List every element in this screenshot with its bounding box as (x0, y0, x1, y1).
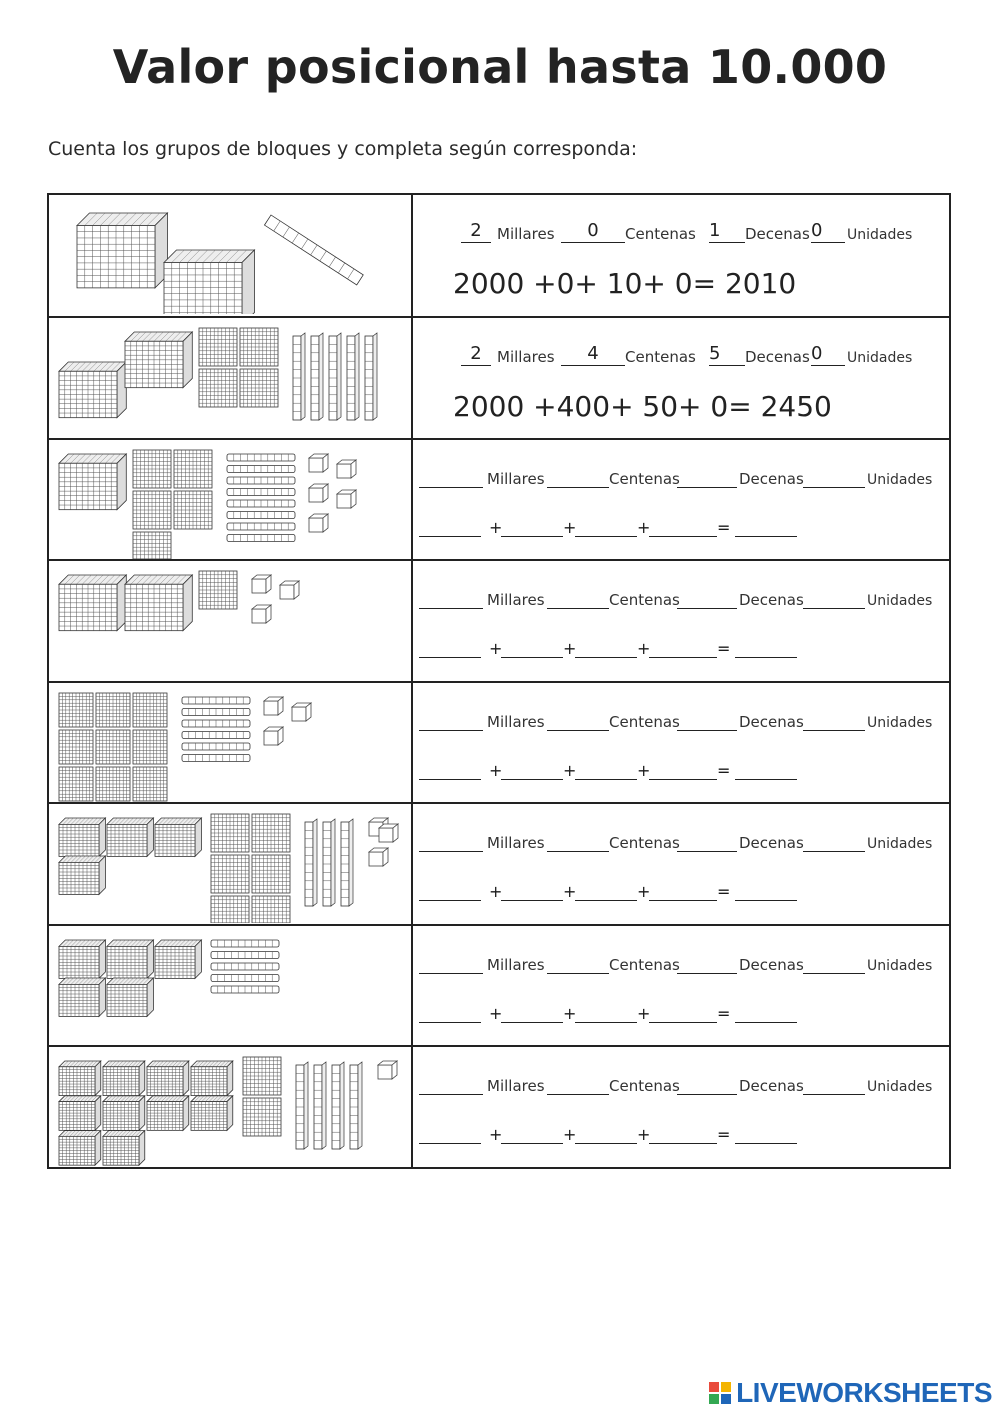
hundred-flat (199, 369, 237, 407)
ten-rod (347, 333, 359, 420)
exercise-row (49, 1045, 949, 1167)
exercise-row (49, 924, 949, 1046)
hundreds-term-field[interactable] (501, 1000, 563, 1023)
hundred-flat (59, 730, 93, 764)
centenas-answer-field[interactable]: 0 (561, 220, 625, 243)
thousands-term-field[interactable] (419, 1121, 481, 1144)
centenas-answer-field[interactable] (547, 465, 609, 488)
millares-label: Millares (487, 955, 545, 974)
one-cube (337, 490, 356, 508)
hundred-flat (174, 491, 212, 529)
one-cube (252, 605, 271, 623)
ones-term-field[interactable] (649, 514, 717, 537)
thousand-cube (59, 575, 126, 631)
equation-line (417, 512, 945, 538)
answers-cell (413, 804, 949, 924)
tens-term-field[interactable] (575, 514, 637, 537)
hundred-flat (133, 767, 167, 801)
millares-label: Millares (487, 469, 545, 488)
centenas-label: Centenas (609, 591, 680, 609)
plus-sign: + (637, 517, 651, 537)
ten-rod (227, 534, 295, 541)
centenas-label: Centenas (625, 348, 696, 366)
equation-line (417, 998, 945, 1024)
thousand-cube (59, 1131, 101, 1166)
total-field[interactable] (735, 878, 797, 901)
place-value-line (417, 464, 945, 490)
place-value-line (417, 828, 945, 854)
base-ten-blocks (49, 1047, 413, 1166)
answers-cell (413, 683, 949, 803)
thousand-cube (155, 818, 201, 856)
decenas-answer-field[interactable] (677, 829, 737, 852)
ten-rod (211, 940, 279, 947)
thousands-term-field[interactable] (419, 514, 481, 537)
millares-label: Millares (487, 712, 545, 731)
hundreds-term-field[interactable] (501, 635, 563, 658)
thousand-cube (103, 1131, 145, 1166)
millares-label: Millares (487, 834, 545, 852)
total-field[interactable] (735, 514, 797, 537)
equation-line (417, 876, 945, 902)
equation-line (417, 1119, 945, 1145)
worksheet-table (47, 193, 951, 1169)
one-cube (309, 484, 328, 502)
one-cube (309, 454, 328, 472)
thousand-cube (59, 362, 126, 418)
blocks-cell (49, 926, 413, 1046)
plus-sign: + (489, 1125, 503, 1144)
one-cube (264, 727, 283, 745)
equation-line (417, 633, 945, 659)
place-value-line (417, 219, 945, 245)
unidades-answer-field[interactable]: 0 (811, 343, 845, 366)
centenas-answer-field[interactable] (547, 829, 609, 852)
ten-rod (311, 333, 323, 420)
one-cube (309, 514, 328, 532)
ten-rod (211, 951, 279, 958)
thousand-cube (103, 1061, 145, 1096)
answers-cell (413, 561, 949, 681)
hundred-flat (133, 532, 171, 559)
millares-answer-field[interactable] (419, 708, 483, 731)
thousand-cube (59, 856, 105, 894)
instruction-text: Cuenta los grupos de bloques y completa según corresponda: (48, 138, 638, 160)
ten-rod (227, 511, 295, 518)
equals-sign: = (717, 882, 731, 901)
ten-rod (305, 819, 317, 906)
unidades-answer-field[interactable] (803, 1072, 865, 1095)
millares-label: Millares (497, 225, 555, 243)
unidades-label: Unidades (867, 836, 933, 852)
answers-cell (413, 926, 949, 1046)
ten-rod (227, 523, 295, 530)
place-value-line (417, 585, 945, 611)
one-cube (280, 581, 299, 599)
thousand-cube (164, 250, 254, 314)
thousand-cube (125, 575, 192, 631)
ten-rod (227, 465, 295, 472)
thousand-cube (103, 1096, 145, 1131)
centenas-answer-field[interactable] (547, 951, 609, 974)
hundred-flat (211, 814, 249, 852)
ten-rod (182, 708, 250, 715)
hundred-flat (199, 571, 237, 609)
thousand-cube (107, 940, 153, 978)
thousand-cube (191, 1096, 233, 1131)
unidades-answer-field[interactable] (803, 708, 865, 731)
hundreds-term-field[interactable] (501, 514, 563, 537)
thousand-cube (155, 940, 201, 978)
ten-rod (314, 1062, 326, 1149)
hundred-flat (59, 693, 93, 727)
decenas-answer-field[interactable]: 5 (709, 343, 745, 366)
plus-sign: + (563, 882, 577, 901)
thousand-cube (107, 818, 153, 856)
hundreds-term-field[interactable] (501, 757, 563, 780)
ten-rod (296, 1062, 308, 1149)
ten-rod (211, 974, 279, 981)
blocks-cell (49, 1047, 413, 1167)
plus-sign: + (563, 760, 577, 780)
thousand-cube (77, 213, 167, 288)
unidades-answer-field[interactable] (803, 951, 865, 974)
thousand-cube (191, 1061, 233, 1096)
millares-label: Millares (497, 348, 555, 366)
exercise-row (49, 559, 949, 681)
one-cube (337, 460, 356, 478)
exercise-row (49, 316, 949, 438)
plus-sign: + (563, 1003, 577, 1023)
hundred-flat (211, 855, 249, 893)
thousand-cube (59, 818, 105, 856)
decenas-label: Decenas (739, 955, 804, 974)
equals-sign: = (717, 517, 731, 537)
decenas-label: Decenas (739, 1077, 804, 1095)
hundred-flat (252, 855, 290, 893)
ones-term-field[interactable] (649, 635, 717, 658)
decenas-label: Decenas (739, 834, 804, 852)
ten-rod (323, 819, 335, 906)
thousands-term-field[interactable] (419, 1000, 481, 1023)
plus-sign: + (489, 639, 503, 658)
hundred-flat (133, 693, 167, 727)
decenas-label: Decenas (739, 469, 804, 488)
thousand-cube (147, 1096, 189, 1131)
blocks-cell (49, 804, 413, 924)
centenas-answer-field[interactable] (547, 586, 609, 609)
tens-term-field[interactable] (575, 635, 637, 658)
centenas-label: Centenas (609, 469, 680, 488)
equals-sign: = (717, 639, 731, 658)
one-cube (369, 848, 388, 866)
millares-answer-field[interactable]: 2 (461, 220, 491, 243)
ten-rod (293, 333, 305, 420)
ten-rod (350, 1062, 362, 1149)
centenas-answer-field[interactable] (547, 708, 609, 731)
millares-answer-field[interactable] (419, 951, 483, 974)
unidades-label: Unidades (867, 957, 933, 974)
tens-term-field[interactable] (575, 878, 637, 901)
equals-sign: = (717, 1003, 731, 1023)
hundreds-term-field[interactable] (501, 1121, 563, 1144)
unidades-answer-field[interactable] (803, 465, 865, 488)
one-cube (379, 824, 398, 842)
centenas-label: Centenas (609, 955, 680, 974)
blocks-cell (49, 683, 413, 803)
plus-sign: + (489, 1003, 503, 1023)
place-value-line (417, 342, 945, 368)
hundred-flat (96, 767, 130, 801)
exercise-row (49, 195, 949, 316)
plus-sign: + (637, 639, 651, 658)
total-field[interactable] (735, 635, 797, 658)
equation-text: 2000 +0+ 10+ 0= 2010 (453, 267, 797, 300)
ten-rod (227, 454, 295, 461)
answers-cell (413, 318, 949, 438)
unidades-label: Unidades (867, 1079, 933, 1095)
thousands-term-field[interactable] (419, 878, 481, 901)
place-value-line (417, 707, 945, 733)
logo-text: LIVEWORKSHEETS (736, 1377, 992, 1408)
ten-rod (211, 963, 279, 970)
one-cube (378, 1061, 397, 1079)
millares-label: Millares (487, 591, 545, 609)
decenas-answer-field[interactable] (677, 951, 737, 974)
thousand-cube (59, 1096, 101, 1131)
hundred-flat (243, 1057, 281, 1095)
hundreds-term-field[interactable] (501, 878, 563, 901)
plus-sign: + (637, 1003, 651, 1023)
hundred-flat (252, 814, 290, 852)
hundred-flat (96, 693, 130, 727)
blocks-cell (49, 195, 413, 316)
hundred-flat (174, 450, 212, 488)
ten-rod (332, 1062, 344, 1149)
base-ten-blocks (49, 318, 413, 437)
hundred-flat (252, 896, 290, 923)
hundred-flat (243, 1098, 281, 1136)
ten-rod (341, 819, 353, 906)
unidades-label: Unidades (867, 593, 933, 609)
decenas-answer-field[interactable] (677, 586, 737, 609)
plus-sign: + (489, 517, 503, 537)
unidades-label: Unidades (867, 471, 933, 488)
blocks-cell (49, 440, 413, 560)
total-field[interactable] (735, 1000, 797, 1023)
centenas-answer-field[interactable] (547, 1072, 609, 1095)
thousand-cube (59, 1061, 101, 1096)
ten-rod (182, 743, 250, 750)
unidades-answer-field[interactable] (803, 829, 865, 852)
unidades-label: Unidades (847, 227, 913, 243)
hundred-flat (133, 450, 171, 488)
total-field[interactable] (735, 757, 797, 780)
millares-answer-field[interactable]: 2 (461, 343, 491, 366)
thousand-cube (59, 978, 105, 1016)
decenas-answer-field[interactable] (677, 1072, 737, 1095)
plus-sign: + (637, 760, 651, 780)
centenas-label: Centenas (625, 225, 696, 243)
decenas-answer-field[interactable]: 1 (709, 220, 745, 243)
equation-text: 2000 +400+ 50+ 0= 2450 (453, 390, 832, 423)
answers-cell (413, 1047, 949, 1167)
hundred-flat (96, 730, 130, 764)
centenas-answer-field[interactable]: 4 (561, 343, 625, 366)
one-cube (264, 697, 283, 715)
ten-rod (227, 477, 295, 484)
equals-sign: = (717, 760, 731, 780)
base-ten-blocks (49, 440, 413, 559)
exercise-row (49, 681, 949, 803)
millares-answer-field[interactable] (419, 829, 483, 852)
thousand-cube (107, 978, 153, 1016)
liveworksheets-logo (708, 1378, 992, 1408)
tens-term-field[interactable] (575, 1000, 637, 1023)
ten-rod (264, 215, 363, 285)
equals-sign: = (717, 1125, 731, 1144)
equation-line (417, 755, 945, 781)
ones-term-field[interactable] (649, 1000, 717, 1023)
total-field[interactable] (735, 1121, 797, 1144)
page-title: Valor posicional hasta 10.000 (112, 40, 888, 94)
hundred-flat (211, 896, 249, 923)
thousands-term-field[interactable] (419, 635, 481, 658)
plus-sign: + (563, 639, 577, 658)
ten-rod (182, 720, 250, 727)
decenas-answer-field[interactable] (677, 465, 737, 488)
plus-sign: + (637, 1125, 651, 1144)
decenas-label: Decenas (739, 591, 804, 609)
exercise-row (49, 438, 949, 560)
place-value-line (417, 1071, 945, 1097)
decenas-label: Decenas (739, 712, 804, 731)
hundred-flat (240, 328, 278, 366)
ten-rod (227, 500, 295, 507)
ten-rod (329, 333, 341, 420)
thousand-cube (125, 332, 192, 388)
plus-sign: + (563, 1125, 577, 1144)
base-ten-blocks (49, 195, 413, 314)
unidades-answer-field[interactable] (803, 586, 865, 609)
base-ten-blocks (49, 926, 413, 1045)
plus-sign: + (563, 517, 577, 537)
millares-label: Millares (487, 1077, 545, 1095)
base-ten-blocks (49, 683, 413, 802)
ten-rod (365, 333, 377, 420)
logo-icon (708, 1381, 732, 1405)
ten-rod (211, 986, 279, 993)
one-cube (252, 575, 271, 593)
centenas-label: Centenas (609, 834, 680, 852)
place-value-line (417, 950, 945, 976)
thousands-term-field[interactable] (419, 757, 481, 780)
ten-rod (182, 754, 250, 761)
decenas-answer-field[interactable] (677, 708, 737, 731)
hundred-flat (240, 369, 278, 407)
ones-term-field[interactable] (649, 1121, 717, 1144)
answers-cell (413, 195, 949, 316)
blocks-cell (49, 561, 413, 681)
decenas-label: Decenas (745, 225, 810, 243)
base-ten-blocks (49, 561, 413, 680)
base-ten-blocks (49, 804, 413, 923)
hundred-flat (133, 730, 167, 764)
exercise-row (49, 802, 949, 924)
blocks-cell (49, 318, 413, 438)
thousand-cube (147, 1061, 189, 1096)
unidades-label: Unidades (867, 714, 933, 731)
tens-term-field[interactable] (575, 757, 637, 780)
ones-term-field[interactable] (649, 757, 717, 780)
hundred-flat (133, 491, 171, 529)
centenas-label: Centenas (609, 1077, 680, 1095)
plus-sign: + (637, 882, 651, 901)
thousand-cube (59, 454, 126, 510)
answers-cell (413, 440, 949, 560)
thousand-cube (59, 940, 105, 978)
ones-term-field[interactable] (649, 878, 717, 901)
decenas-label: Decenas (745, 348, 810, 366)
plus-sign: + (489, 882, 503, 901)
ten-rod (227, 488, 295, 495)
ten-rod (182, 731, 250, 738)
hundred-flat (199, 328, 237, 366)
plus-sign: + (489, 760, 503, 780)
ten-rod (182, 697, 250, 704)
millares-answer-field[interactable] (419, 586, 483, 609)
millares-answer-field[interactable] (419, 1072, 483, 1095)
unidades-answer-field[interactable]: 0 (811, 220, 845, 243)
tens-term-field[interactable] (575, 1121, 637, 1144)
centenas-label: Centenas (609, 712, 680, 731)
hundred-flat (59, 767, 93, 801)
unidades-label: Unidades (847, 350, 913, 366)
millares-answer-field[interactable] (419, 465, 483, 488)
one-cube (292, 703, 311, 721)
